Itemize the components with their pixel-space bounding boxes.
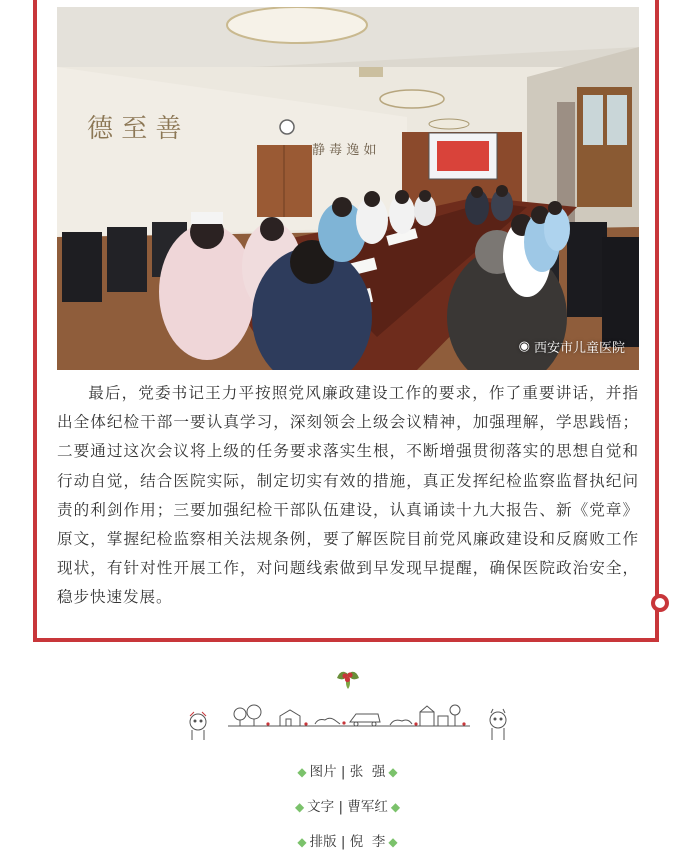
wechat-icon: ◉ bbox=[518, 339, 530, 354]
credit-separator: | bbox=[340, 834, 346, 850]
credit-role: 图片 bbox=[309, 764, 337, 780]
meeting-photo bbox=[57, 7, 639, 370]
credit-text bbox=[0, 795, 695, 815]
diamond-icon: ◆ bbox=[297, 765, 307, 779]
diamond-icon: ◆ bbox=[388, 765, 398, 779]
credit-name: 倪 李 bbox=[349, 834, 386, 850]
wall-calligraphy: 德 至 善 bbox=[87, 114, 182, 144]
diamond-icon: ◆ bbox=[297, 835, 307, 849]
credit-name: 曹军红 bbox=[347, 799, 388, 815]
credit-separator: | bbox=[338, 799, 344, 815]
credit-layout bbox=[0, 830, 695, 850]
credit-role: 排版 bbox=[309, 834, 337, 850]
holly-icon bbox=[333, 664, 363, 690]
credit-separator: | bbox=[340, 764, 346, 780]
diamond-icon: ◆ bbox=[388, 835, 398, 849]
credit-photo bbox=[0, 760, 695, 780]
credit-name: 张 强 bbox=[349, 764, 386, 780]
wall-scroll-text: 静 毒 逸 如 bbox=[312, 143, 377, 158]
photo-watermark bbox=[519, 337, 625, 356]
hand-drawn-scenery-icon bbox=[180, 700, 516, 744]
frame-ring-ornament bbox=[651, 594, 669, 612]
diamond-icon: ◆ bbox=[294, 800, 305, 814]
diamond-icon: ◆ bbox=[390, 800, 401, 814]
credit-role: 文字 bbox=[307, 799, 335, 815]
article-paragraph: 最后，党委书记王力平按照党风廉政建设工作的要求，作了重要讲话，并指出全体纪检干部一要认真学习，深刻领会上级会议精神，加强理解，学思践悟；二要通过这次会议将上级的任务要求落实生根，不断增强贯彻落实的思想自觉和行动自觉，结合医院实际，制定切实有效的措施，真正发挥纪检监察监督执纪问责的利剑作用；三要加强纪检干部队伍建设，认真诵读十九大报告、新《党章》原文，掌握纪检监察相关法规条例，要了解医院目前党风廉政建设和反腐败工作现状，有针对性开展工作，对问题线索做到早发现早提醒，确保医院政治安全，稳步快速发展。 bbox=[57, 384, 639, 607]
watermark-text: 西安市儿童医院 bbox=[533, 341, 625, 356]
